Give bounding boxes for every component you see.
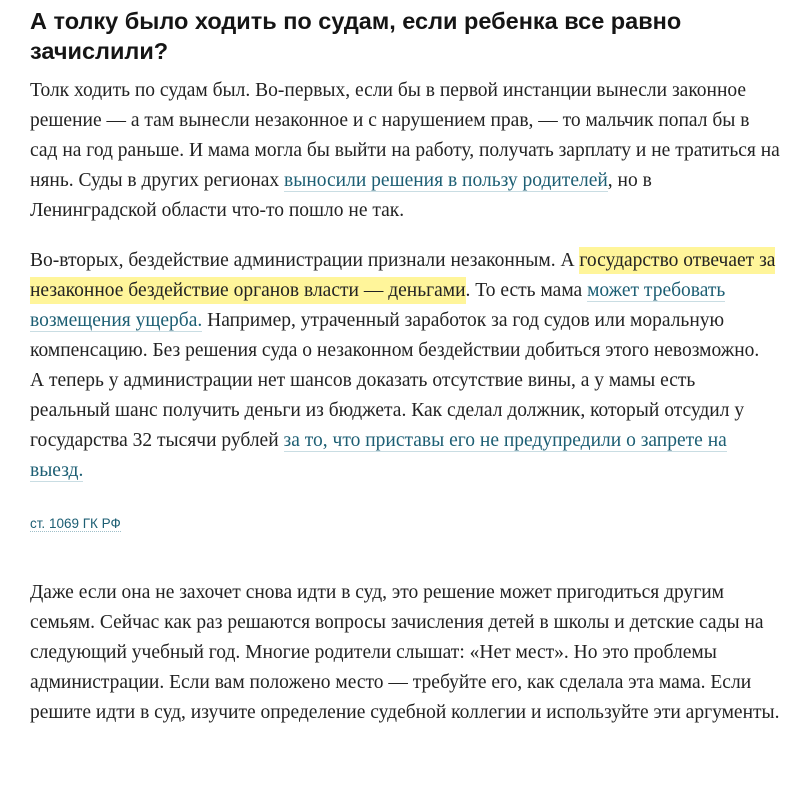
link-bailiffs-case[interactable]: за то, что приставы его не предупредили о запрете на выезд. bbox=[30, 430, 727, 481]
link-decisions-for-parents[interactable]: выносили решения в пользу родителей bbox=[284, 170, 608, 191]
paragraph-3-text-a: А теперь у администрации нет шансов доказать отсутствие вины, а у мамы есть реальный шанс получить деньги из бюджета. Как сделал должник, который отсудил у государства 32 тысячи рублей bbox=[30, 370, 745, 451]
article-body bbox=[30, 6, 780, 728]
paragraph-4: Даже если она не захочет снова идти в суд, это решение может пригодиться другим семьям. Сейчас как раз решаются вопросы зачисления детей в школы и детские сады на следующий учебный год. Многие родители слышат: «Нет мест». Но это проблемы администрации. Если вам положено место — требуйте его, как сделала эта мама. Если решите идти в суд, изучите определение судебной коллегии и используйте эти аргументы. bbox=[30, 582, 780, 723]
footnote bbox=[30, 514, 780, 534]
paragraph-1-text-b: , но в Ленинградской области что-то пошло не так. bbox=[30, 170, 652, 221]
paragraph-1-text-a: Толк ходить по судам был. Во-первых, если бы в первой инстанции вынесли законное решение — а там вынесли незаконное и с нарушением прав, — то мальчик попал бы в сад на год раньше. И мама могла бы выйти на работу, получать зарплату и не тратиться на нянь. Суды в других регионах bbox=[30, 80, 780, 191]
section-heading: А толку было ходить по судам, если ребенка все равно зачислили? bbox=[30, 8, 682, 64]
paragraph-2-text-a: Во-вторых, бездействие администрации признали незаконным. А bbox=[30, 250, 580, 271]
paragraph-2-text-c: Например, утраченный заработок за год судов или моральную компенсацию. Без решения суда о незаконном бездействии добиться этого невозможно. bbox=[30, 310, 760, 361]
paragraph-2 bbox=[30, 246, 780, 366]
paragraph-3 bbox=[30, 366, 780, 486]
paragraph-1 bbox=[30, 76, 780, 226]
footnote-link-article-1069[interactable]: ст. 1069 ГК РФ bbox=[30, 516, 121, 531]
paragraph-2-text-b: . То есть мама bbox=[465, 280, 588, 301]
highlighted-quote: государство отвечает за незаконное бездействие органов власти — деньгами bbox=[30, 247, 775, 304]
link-damage-compensation[interactable]: может требовать возмещения ущерба. bbox=[30, 280, 726, 331]
